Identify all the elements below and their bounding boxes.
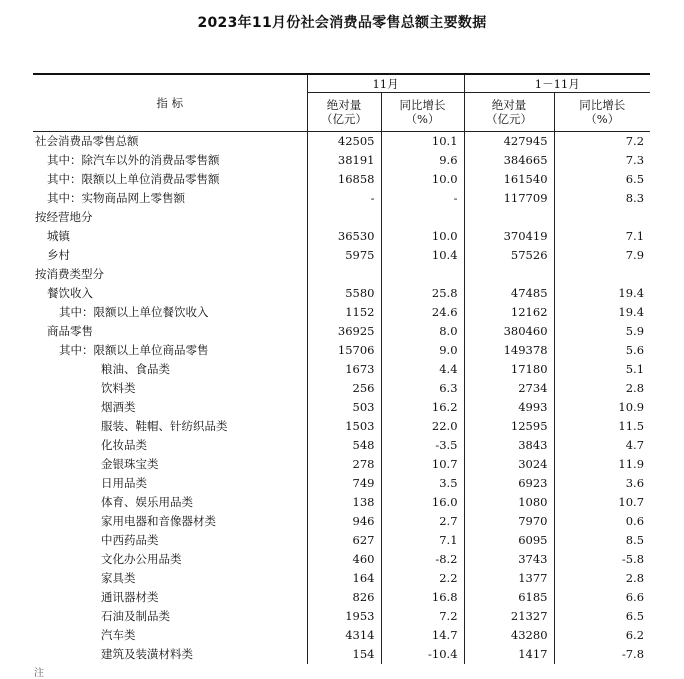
cumulative-yoy-value: 2.8 (554, 379, 650, 398)
cumulative-absolute-value: 57526 (464, 246, 554, 265)
cumulative-yoy-value: -5.8 (554, 550, 650, 569)
cumulative-absolute-value: 1080 (464, 493, 554, 512)
cumulative-absolute-value: 1377 (464, 569, 554, 588)
header-period-month: 11月 (307, 74, 464, 93)
row-label: 其中：限额以上单位消费品零售额 (47, 172, 220, 186)
row-label: 中西药品类 (101, 533, 159, 547)
table-row (33, 645, 650, 664)
month-yoy-value: 10.7 (381, 455, 464, 474)
month-yoy-value (381, 208, 464, 227)
cumulative-yoy-value: 8.5 (554, 531, 650, 550)
month-yoy-value: 6.3 (381, 379, 464, 398)
month-yoy-value: 10.0 (381, 227, 464, 246)
cumulative-yoy-value: 19.4 (554, 284, 650, 303)
table-row (33, 474, 650, 493)
cumulative-absolute-value: 12595 (464, 417, 554, 436)
month-absolute-value: 627 (307, 531, 381, 550)
month-yoy-value: -8.2 (381, 550, 464, 569)
table-row (33, 607, 650, 626)
cumulative-yoy-value: 7.1 (554, 227, 650, 246)
cumulative-absolute-value: 6095 (464, 531, 554, 550)
header-month-absolute: 绝对量 （亿元） (307, 93, 381, 132)
table-row (33, 550, 650, 569)
month-yoy-value: 7.2 (381, 607, 464, 626)
row-label: 其中：限额以上单位餐饮收入 (59, 305, 209, 319)
month-yoy-value: 24.6 (381, 303, 464, 322)
cumulative-absolute-value: 3024 (464, 455, 554, 474)
table-row (33, 455, 650, 474)
table-row (33, 436, 650, 455)
cumulative-absolute-value: 1417 (464, 645, 554, 664)
table-row (33, 170, 650, 189)
header-cumulative-absolute: 绝对量 （亿元） (464, 93, 554, 132)
header-indicator: 指 标 (33, 74, 307, 132)
row-label: 粮油、食品类 (101, 362, 170, 376)
month-absolute-value: 1953 (307, 607, 381, 626)
month-yoy-value: 10.4 (381, 246, 464, 265)
month-yoy-value: 7.1 (381, 531, 464, 550)
cumulative-yoy-value: 5.1 (554, 360, 650, 379)
row-label: 化妆品类 (101, 438, 147, 452)
cumulative-yoy-value: 4.7 (554, 436, 650, 455)
table-row (33, 379, 650, 398)
cumulative-yoy-value: 0.6 (554, 512, 650, 531)
cumulative-absolute-value: 4993 (464, 398, 554, 417)
row-label: 体育、娱乐用品类 (101, 495, 193, 509)
table-row (33, 398, 650, 417)
cumulative-yoy-value: 5.9 (554, 322, 650, 341)
cumulative-absolute-value: 384665 (464, 151, 554, 170)
row-label: 金银珠宝类 (101, 457, 159, 471)
month-absolute-value: 36925 (307, 322, 381, 341)
cumulative-yoy-value: 8.3 (554, 189, 650, 208)
header-cumulative-yoy: 同比增长 （%） (554, 93, 650, 132)
cumulative-yoy-value (554, 208, 650, 227)
month-yoy-value: 2.2 (381, 569, 464, 588)
month-absolute-value: 749 (307, 474, 381, 493)
table-row (33, 303, 650, 322)
cumulative-absolute-value: 12162 (464, 303, 554, 322)
row-label: 文化办公用品类 (101, 552, 182, 566)
month-absolute-value: 503 (307, 398, 381, 417)
month-yoy-value: 4.4 (381, 360, 464, 379)
month-absolute-value: 4314 (307, 626, 381, 645)
cumulative-absolute-value: 43280 (464, 626, 554, 645)
month-absolute-value: 15706 (307, 341, 381, 360)
row-label: 社会消费品零售总额 (35, 134, 139, 148)
row-label: 日用品类 (101, 476, 147, 490)
month-absolute-value: 278 (307, 455, 381, 474)
month-absolute-value (307, 208, 381, 227)
cumulative-absolute-value: 3843 (464, 436, 554, 455)
table-row (33, 132, 650, 152)
table-row (33, 322, 650, 341)
cumulative-absolute-value (464, 265, 554, 284)
month-yoy-value: 10.0 (381, 170, 464, 189)
month-absolute-value: 1673 (307, 360, 381, 379)
month-yoy-value: -10.4 (381, 645, 464, 664)
cumulative-absolute-value: 370419 (464, 227, 554, 246)
month-yoy-value: 14.7 (381, 626, 464, 645)
row-label: 家用电器和音像器材类 (101, 514, 216, 528)
cumulative-yoy-value: 6.6 (554, 588, 650, 607)
table-title: 2023年11月份社会消费品零售总额主要数据 (197, 15, 487, 31)
table-row (33, 588, 650, 607)
footnote-mark: 注 (34, 668, 44, 679)
table-row (33, 246, 650, 265)
row-label: 其中：实物商品网上零售额 (47, 191, 185, 205)
table-row (33, 569, 650, 588)
cumulative-absolute-value: 7970 (464, 512, 554, 531)
cumulative-yoy-value: 7.2 (554, 132, 650, 152)
cumulative-absolute-value: 380460 (464, 322, 554, 341)
cumulative-absolute-value: 47485 (464, 284, 554, 303)
row-label: 乡村 (47, 248, 70, 262)
row-label: 汽车类 (101, 628, 136, 642)
cumulative-yoy-value: -7.8 (554, 645, 650, 664)
cumulative-yoy-value: 5.6 (554, 341, 650, 360)
table-row (33, 512, 650, 531)
cumulative-yoy-value: 6.5 (554, 170, 650, 189)
table-row (33, 208, 650, 227)
cumulative-yoy-value: 6.2 (554, 626, 650, 645)
month-absolute-value: 1152 (307, 303, 381, 322)
cumulative-absolute-value: 149378 (464, 341, 554, 360)
month-yoy-value: 8.0 (381, 322, 464, 341)
row-label: 餐饮收入 (47, 286, 93, 300)
row-label: 城镇 (47, 229, 70, 243)
month-absolute-value: 946 (307, 512, 381, 531)
table-row (33, 360, 650, 379)
month-absolute-value: 42505 (307, 132, 381, 152)
cumulative-yoy-value: 10.7 (554, 493, 650, 512)
table-row (33, 265, 650, 284)
cumulative-yoy-value: 11.5 (554, 417, 650, 436)
table-row (33, 284, 650, 303)
cumulative-yoy-value: 10.9 (554, 398, 650, 417)
table-row (33, 341, 650, 360)
month-absolute-value: 1503 (307, 417, 381, 436)
month-absolute-value: 154 (307, 645, 381, 664)
cumulative-absolute-value: 427945 (464, 132, 554, 152)
month-yoy-value: 16.2 (381, 398, 464, 417)
month-absolute-value: 138 (307, 493, 381, 512)
cumulative-yoy-value: 19.4 (554, 303, 650, 322)
row-label: 商品零售 (47, 324, 93, 338)
row-label: 家具类 (101, 571, 136, 585)
month-yoy-value (381, 265, 464, 284)
month-yoy-value: - (381, 189, 464, 208)
month-absolute-value: 548 (307, 436, 381, 455)
row-label: 通讯器材类 (101, 590, 159, 604)
cumulative-absolute-value (464, 208, 554, 227)
table-row (33, 189, 650, 208)
month-yoy-value: 2.7 (381, 512, 464, 531)
month-yoy-value: 22.0 (381, 417, 464, 436)
row-label: 按消费类型分 (35, 267, 104, 281)
month-yoy-value: 16.8 (381, 588, 464, 607)
month-absolute-value (307, 265, 381, 284)
month-yoy-value: -3.5 (381, 436, 464, 455)
month-absolute-value: 256 (307, 379, 381, 398)
header-period-cumulative: 1－11月 (464, 74, 650, 93)
row-label: 石油及制品类 (101, 609, 170, 623)
table-row (33, 493, 650, 512)
month-absolute-value: - (307, 189, 381, 208)
cumulative-yoy-value: 11.9 (554, 455, 650, 474)
cumulative-yoy-value: 3.6 (554, 474, 650, 493)
table-row (33, 626, 650, 645)
retail-sales-table (33, 73, 650, 664)
cumulative-absolute-value: 17180 (464, 360, 554, 379)
month-yoy-value: 25.8 (381, 284, 464, 303)
cumulative-yoy-value: 7.9 (554, 246, 650, 265)
table-row (33, 531, 650, 550)
cumulative-absolute-value: 3743 (464, 550, 554, 569)
table-body (33, 132, 650, 665)
month-absolute-value: 826 (307, 588, 381, 607)
row-label: 其中：除汽车以外的消费品零售额 (47, 153, 220, 167)
table-row (33, 417, 650, 436)
cumulative-absolute-value: 161540 (464, 170, 554, 189)
row-label: 服装、鞋帽、针纺织品类 (101, 419, 228, 433)
month-yoy-value: 3.5 (381, 474, 464, 493)
month-absolute-value: 5975 (307, 246, 381, 265)
month-absolute-value: 460 (307, 550, 381, 569)
cumulative-absolute-value: 6923 (464, 474, 554, 493)
month-yoy-value: 16.0 (381, 493, 464, 512)
month-absolute-value: 38191 (307, 151, 381, 170)
cumulative-yoy-value: 7.3 (554, 151, 650, 170)
row-label: 按经营地分 (35, 210, 93, 224)
cumulative-absolute-value: 6185 (464, 588, 554, 607)
row-label: 建筑及装潢材料类 (101, 647, 193, 661)
header-month-yoy: 同比增长 （%） (381, 93, 464, 132)
cumulative-yoy-value: 2.8 (554, 569, 650, 588)
row-label: 烟酒类 (101, 400, 136, 414)
month-absolute-value: 16858 (307, 170, 381, 189)
cumulative-absolute-value: 21327 (464, 607, 554, 626)
cumulative-absolute-value: 117709 (464, 189, 554, 208)
table-row (33, 227, 650, 246)
month-yoy-value: 10.1 (381, 132, 464, 152)
row-label: 其中：限额以上单位商品零售 (59, 343, 209, 357)
month-absolute-value: 164 (307, 569, 381, 588)
month-yoy-value: 9.6 (381, 151, 464, 170)
month-absolute-value: 36530 (307, 227, 381, 246)
month-absolute-value: 5580 (307, 284, 381, 303)
cumulative-yoy-value: 6.5 (554, 607, 650, 626)
month-yoy-value: 9.0 (381, 341, 464, 360)
cumulative-yoy-value (554, 265, 650, 284)
row-label: 饮料类 (101, 381, 136, 395)
cumulative-absolute-value: 2734 (464, 379, 554, 398)
table-row (33, 151, 650, 170)
